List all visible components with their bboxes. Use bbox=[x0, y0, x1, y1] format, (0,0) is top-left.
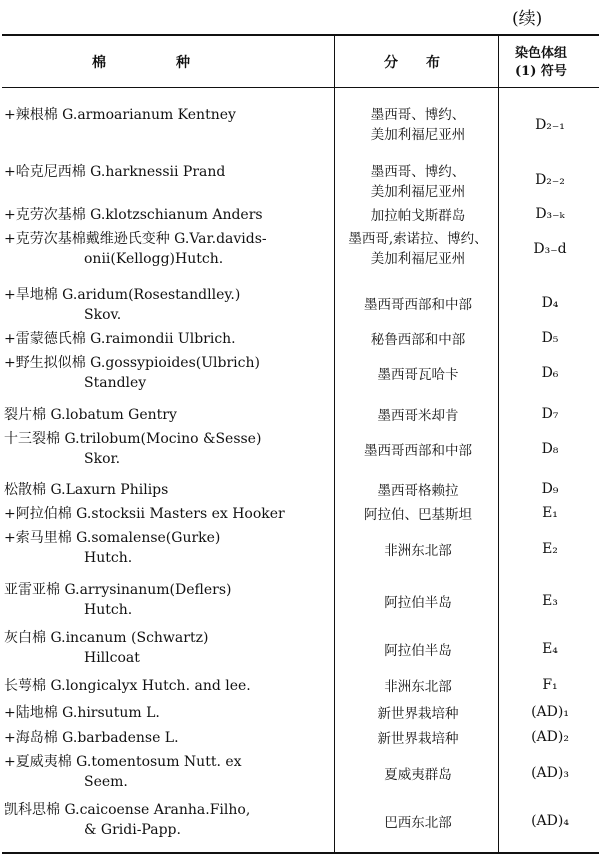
distribution-cell bbox=[338, 541, 498, 561]
distribution-line1: 墨西哥西部和中部 bbox=[364, 443, 472, 459]
species-name-line2: & Gridi-Papp. bbox=[84, 822, 181, 838]
table-top-rule bbox=[2, 34, 599, 36]
genome-symbol-cell: E₃ bbox=[542, 593, 558, 609]
distribution-cell bbox=[338, 162, 498, 202]
species-name-line2: Hillcoat bbox=[84, 650, 140, 666]
species-cell bbox=[4, 329, 334, 349]
species-name-line1: +克劳次基棉 G.klotzschianum Anders bbox=[4, 207, 263, 223]
species-name-line1: 灰白棉 G.incanum (Schwartz) bbox=[4, 630, 209, 646]
distribution-line2: 美加利福尼亚州 bbox=[370, 127, 466, 143]
genome-symbol-cell: D₅ bbox=[541, 330, 559, 346]
genome-symbol-cell: D₃₋ₖ bbox=[535, 206, 565, 222]
species-cell bbox=[4, 703, 334, 723]
genome-symbol-cell: D₇ bbox=[541, 406, 559, 422]
distribution-cell bbox=[338, 481, 498, 501]
distribution-line2: 美加利福尼亚州 bbox=[370, 184, 466, 200]
distribution-cell bbox=[338, 729, 498, 749]
species-cell bbox=[4, 429, 334, 469]
species-name-line2: Seem. bbox=[84, 774, 128, 790]
species-cell bbox=[4, 205, 334, 225]
distribution-line1: 加拉帕戈斯群岛 bbox=[370, 208, 466, 224]
genome-symbol-cell: E₄ bbox=[542, 641, 558, 657]
distribution-line1: 夏威夷群岛 bbox=[384, 767, 452, 783]
distribution-line1: 新世界栽培种 bbox=[377, 706, 459, 722]
genome-symbol-cell: D₂₋₂ bbox=[535, 172, 565, 188]
species-name-line1: +野生拟似棉 G.gossypioides(Ulbrich) bbox=[4, 355, 260, 371]
species-name-line1: +辣根棉 G.armoarianum Kentney bbox=[4, 107, 236, 123]
species-cell bbox=[4, 580, 334, 620]
species-cell bbox=[4, 405, 334, 425]
distribution-cell bbox=[338, 365, 498, 385]
header-species: 棉 种 bbox=[92, 55, 190, 71]
species-name-line1: +雷蒙德氏棉 G.raimondii Ulbrich. bbox=[4, 331, 236, 347]
species-cell bbox=[4, 105, 334, 125]
species-name-line1: +克劳次基棉戴维逊氏变种 G.Var.davids- bbox=[4, 231, 267, 247]
species-name-line2: Hutch. bbox=[84, 602, 133, 618]
species-cell bbox=[4, 628, 334, 668]
genome-symbol-cell: (AD)₃ bbox=[531, 765, 569, 781]
genome-symbol-cell: D₂₋₁ bbox=[535, 117, 565, 133]
distribution-line1: 秘鲁西部和中部 bbox=[370, 332, 466, 348]
species-name-line1: +索马里棉 G.somalense(Gurke) bbox=[4, 530, 221, 546]
distribution-cell bbox=[338, 295, 498, 315]
species-name-line2: onii(Kellogg)Hutch. bbox=[84, 251, 224, 267]
species-name-line1: 凯科思棉 G.caicoense Aranha.Filho, bbox=[4, 802, 251, 818]
species-name-line1: +陆地棉 G.hirsutum L. bbox=[4, 705, 160, 721]
species-cell bbox=[4, 353, 334, 393]
species-cell bbox=[4, 528, 334, 568]
species-name-line1: 亚雷亚棉 G.arrysinanum(Deflers) bbox=[4, 582, 232, 598]
species-name-line1: +夏威夷棉 G.tomentosum Nutt. ex bbox=[4, 754, 242, 770]
distribution-line1: 墨西哥格赖拉 bbox=[377, 483, 459, 499]
distribution-line1: 墨西哥西部和中部 bbox=[364, 297, 472, 313]
table-bottom-rule bbox=[2, 852, 599, 854]
species-cell bbox=[4, 752, 334, 792]
species-name-line2: Standley bbox=[84, 375, 147, 391]
genome-symbol-cell: D₉ bbox=[541, 481, 559, 497]
distribution-line1: 阿拉伯半岛 bbox=[384, 643, 452, 659]
header-bottom-rule bbox=[2, 87, 599, 88]
distribution-cell bbox=[338, 505, 498, 525]
column-divider-2 bbox=[498, 35, 499, 853]
species-name-line2: Hutch. bbox=[84, 550, 133, 566]
genome-symbol-cell: E₁ bbox=[542, 505, 558, 521]
species-cell bbox=[4, 800, 334, 840]
distribution-line1: 非洲东北部 bbox=[384, 543, 452, 559]
distribution-line2: 美加利福尼亚州 bbox=[370, 251, 466, 267]
distribution-cell bbox=[338, 813, 498, 833]
species-name-line1: 长萼棉 G.longicalyx Hutch. and lee. bbox=[4, 678, 251, 694]
species-name-line2: Skor. bbox=[84, 451, 121, 467]
header-distribution: 分 布 bbox=[384, 55, 440, 71]
distribution-line1: 墨西哥、博约、 bbox=[370, 107, 466, 123]
species-name-line1: 裂片棉 G.lobatum Gentry bbox=[4, 407, 177, 423]
genome-symbol-cell: (AD)₁ bbox=[531, 704, 569, 720]
species-name-line1: +旱地棉 G.aridum(Rosestandlley.) bbox=[4, 287, 241, 303]
distribution-cell bbox=[338, 206, 498, 226]
distribution-line1: 墨西哥瓦哈卡 bbox=[377, 367, 459, 383]
distribution-cell bbox=[338, 406, 498, 426]
genome-symbol-cell: E₂ bbox=[542, 541, 558, 557]
header-symbol-line1: 染色体组 bbox=[515, 46, 568, 61]
distribution-line1: 阿拉伯半岛 bbox=[384, 595, 452, 611]
species-name-line1: +哈克尼西棉 G.harknessii Prand bbox=[4, 164, 226, 180]
species-name-line1: +海岛棉 G.barbadense L. bbox=[4, 730, 179, 746]
genome-symbol-cell: D₈ bbox=[541, 441, 559, 457]
distribution-cell bbox=[338, 441, 498, 461]
species-name-line1: +阿拉伯棉 G.stocksii Masters ex Hooker bbox=[4, 506, 285, 522]
species-cell bbox=[4, 480, 334, 500]
distribution-line1: 墨西哥米却肯 bbox=[377, 408, 459, 424]
distribution-cell bbox=[338, 229, 498, 269]
distribution-line1: 墨西哥、博约、 bbox=[370, 164, 466, 180]
distribution-cell bbox=[338, 677, 498, 697]
distribution-line1: 墨西哥,索诺拉、博约、 bbox=[348, 231, 488, 247]
species-name-line1: 十三裂棉 G.trilobum(Mocino &Sesse) bbox=[4, 431, 262, 447]
species-cell bbox=[4, 285, 334, 325]
distribution-line1: 新世界栽培种 bbox=[377, 731, 459, 747]
genome-symbol-cell: D₄ bbox=[541, 295, 559, 311]
genome-symbol-cell: D₆ bbox=[541, 365, 559, 381]
distribution-line1: 阿拉伯、巴基斯坦 bbox=[364, 507, 472, 523]
species-name-line1: 松散棉 G.Laxurn Philips bbox=[4, 482, 169, 498]
species-cell bbox=[4, 162, 334, 182]
distribution-cell bbox=[338, 105, 498, 145]
distribution-cell bbox=[338, 704, 498, 724]
distribution-cell bbox=[338, 330, 498, 350]
species-name-line2: Skov. bbox=[84, 307, 122, 323]
distribution-line1: 巴西东北部 bbox=[384, 815, 452, 831]
genome-symbol-cell: D₃₋d bbox=[533, 241, 567, 257]
species-cell bbox=[4, 676, 334, 696]
species-cell bbox=[4, 504, 334, 524]
species-cell bbox=[4, 229, 334, 269]
genome-symbol-cell: (AD)₄ bbox=[531, 813, 569, 829]
distribution-cell bbox=[338, 765, 498, 785]
genome-symbol-cell: (AD)₂ bbox=[531, 729, 569, 745]
continued-label: (续) bbox=[512, 9, 543, 29]
distribution-cell bbox=[338, 641, 498, 661]
column-divider-1 bbox=[334, 35, 335, 853]
genome-symbol-cell: F₁ bbox=[542, 677, 558, 693]
species-cell bbox=[4, 728, 334, 748]
distribution-cell bbox=[338, 593, 498, 613]
header-symbol-line2: (1) 符号 bbox=[515, 64, 567, 79]
distribution-line1: 非洲东北部 bbox=[384, 679, 452, 695]
